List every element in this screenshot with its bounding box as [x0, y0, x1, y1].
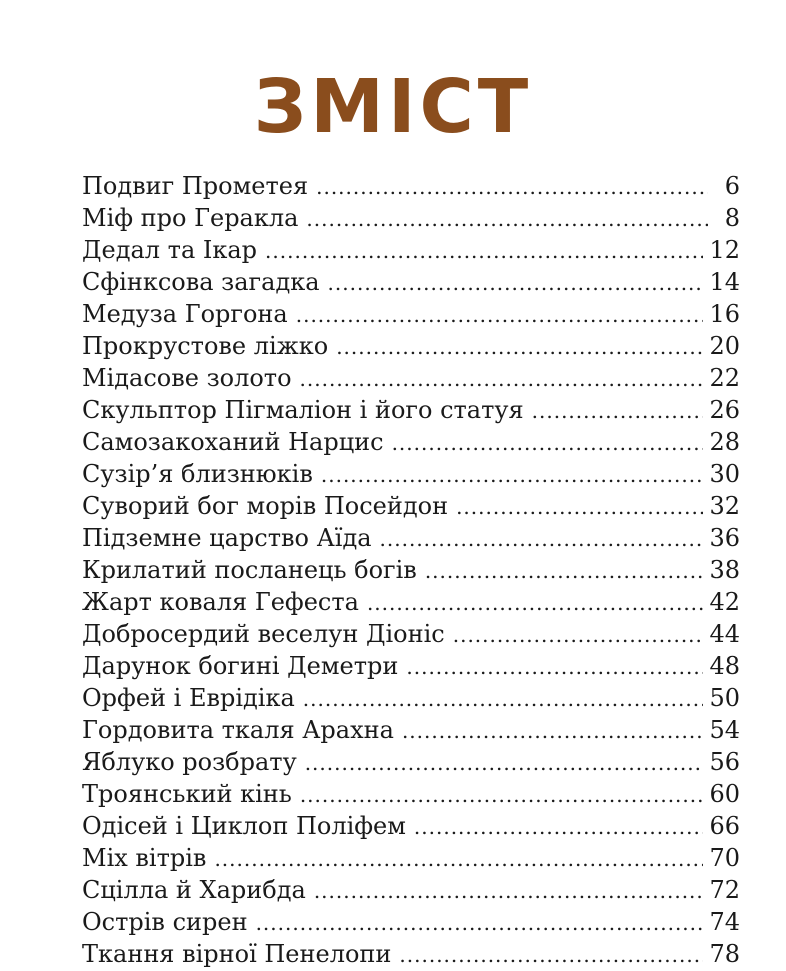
toc-entry [82, 842, 740, 874]
toc-entry [82, 490, 740, 522]
toc-entry-title: Медуза Горгона [82, 300, 288, 328]
toc-entry [82, 426, 740, 458]
toc-entry [82, 906, 740, 938]
toc-entry-title: Скульптор Пігмаліон і його статуя [82, 396, 524, 424]
toc-entry-page: 48 [709, 652, 740, 680]
toc-entry-title: Одісей і Циклоп Поліфем [82, 812, 406, 840]
toc-entry-title: Добросердий веселун Діоніс [82, 620, 445, 648]
dot-leader [414, 811, 704, 843]
dot-leader [256, 907, 704, 939]
toc-entry [82, 938, 740, 970]
toc-entry [82, 874, 740, 906]
toc-entry [82, 202, 740, 234]
toc-entry-page: 28 [709, 428, 740, 456]
toc-entry-page: 44 [709, 620, 740, 648]
toc-entry-title: Яблуко розбрату [82, 748, 297, 776]
toc-entry [82, 234, 740, 266]
dot-leader [296, 299, 704, 331]
toc-entry-title: Дарунок богині Деметри [82, 652, 399, 680]
toc-entry-page: 74 [709, 908, 740, 936]
dot-leader [402, 715, 704, 747]
toc-entry [82, 362, 740, 394]
toc-entry-page: 14 [709, 268, 740, 296]
dot-leader [392, 427, 704, 459]
toc-entry-title: Троянський кінь [82, 780, 292, 808]
toc-entry-page: 60 [709, 780, 740, 808]
toc-entry-page: 72 [709, 876, 740, 904]
toc-entry-page: 12 [709, 236, 740, 264]
dot-leader [399, 939, 703, 971]
toc-entry [82, 394, 740, 426]
toc-entry [82, 618, 740, 650]
toc-entry-page: 50 [709, 684, 740, 712]
dot-leader [321, 459, 704, 491]
toc-entry-page: 22 [709, 364, 740, 392]
toc-entry-title: Острів сирен [82, 908, 248, 936]
toc-entry [82, 714, 740, 746]
toc-entry [82, 458, 740, 490]
toc-entry [82, 170, 740, 202]
toc-entry-page: 32 [709, 492, 740, 520]
toc-entry-title: Крилатий посланець богів [82, 556, 417, 584]
toc-entry [82, 746, 740, 778]
dot-leader [367, 587, 704, 619]
dot-leader [316, 171, 708, 203]
dot-leader [300, 363, 704, 395]
toc-entry [82, 586, 740, 618]
toc-entry-page: 54 [709, 716, 740, 744]
toc-entry-title: Підземне царство Аїда [82, 524, 372, 552]
toc-entry [82, 522, 740, 554]
toc-entry-page: 26 [709, 396, 740, 424]
toc-entry [82, 682, 740, 714]
dot-leader [314, 875, 704, 907]
toc-entry-title: Сфінксова загадка [82, 268, 320, 296]
dot-leader [265, 235, 703, 267]
toc-entry-page: 42 [709, 588, 740, 616]
toc-entry-title: Сцілла й Харибда [82, 876, 306, 904]
dot-leader [456, 491, 703, 523]
dot-leader [306, 203, 708, 235]
toc-entry-title: Прокрустове ліжко [82, 332, 329, 360]
toc-entry-page: 8 [724, 204, 740, 232]
dot-leader [453, 619, 704, 651]
toc-entry [82, 810, 740, 842]
toc-entry-title: Орфей і Еврідіка [82, 684, 295, 712]
table-of-contents [82, 170, 740, 970]
page-title: ЗМІСТ [253, 64, 533, 150]
toc-entry [82, 650, 740, 682]
dot-leader [303, 683, 704, 715]
dot-leader [305, 747, 704, 779]
dot-leader [425, 555, 704, 587]
dot-leader [214, 843, 703, 875]
toc-entry-title: Подвиг Прометея [82, 172, 309, 200]
toc-entry-page: 56 [709, 748, 740, 776]
toc-entry [82, 298, 740, 330]
toc-entry-title: Сузір’я близнюків [82, 460, 313, 488]
dot-leader [380, 523, 704, 555]
toc-entry-page: 16 [709, 300, 740, 328]
toc-entry-page: 30 [709, 460, 740, 488]
toc-entry-page: 78 [709, 940, 740, 968]
toc-entry-page: 70 [709, 844, 740, 872]
dot-leader [328, 267, 704, 299]
dot-leader [300, 779, 704, 811]
toc-entry-title: Гордовита ткаля Арахна [82, 716, 394, 744]
toc-entry-title: Міф про Геракла [82, 204, 299, 232]
toc-entry-title: Жарт коваля Гефеста [82, 588, 359, 616]
toc-entry [82, 554, 740, 586]
toc-entry-title: Міх вітрів [82, 844, 207, 872]
toc-entry-title: Суворий бог морів Посейдон [82, 492, 449, 520]
toc-entry-page: 66 [709, 812, 740, 840]
dot-leader [336, 331, 703, 363]
toc-entry-title: Дедал та Ікар [82, 236, 258, 264]
toc-entry-page: 20 [709, 332, 740, 360]
dot-leader [532, 395, 704, 427]
toc-entry-title: Мідасове золото [82, 364, 292, 392]
toc-entry [82, 266, 740, 298]
toc-entry-page: 38 [709, 556, 740, 584]
toc-entry [82, 330, 740, 362]
toc-entry-page: 36 [709, 524, 740, 552]
toc-entry [82, 778, 740, 810]
toc-entry-page: 6 [724, 172, 740, 200]
toc-entry-title: Самозакоханий Нарцис [82, 428, 384, 456]
dot-leader [406, 651, 703, 683]
toc-entry-title: Ткання вірної Пенелопи [82, 940, 392, 968]
